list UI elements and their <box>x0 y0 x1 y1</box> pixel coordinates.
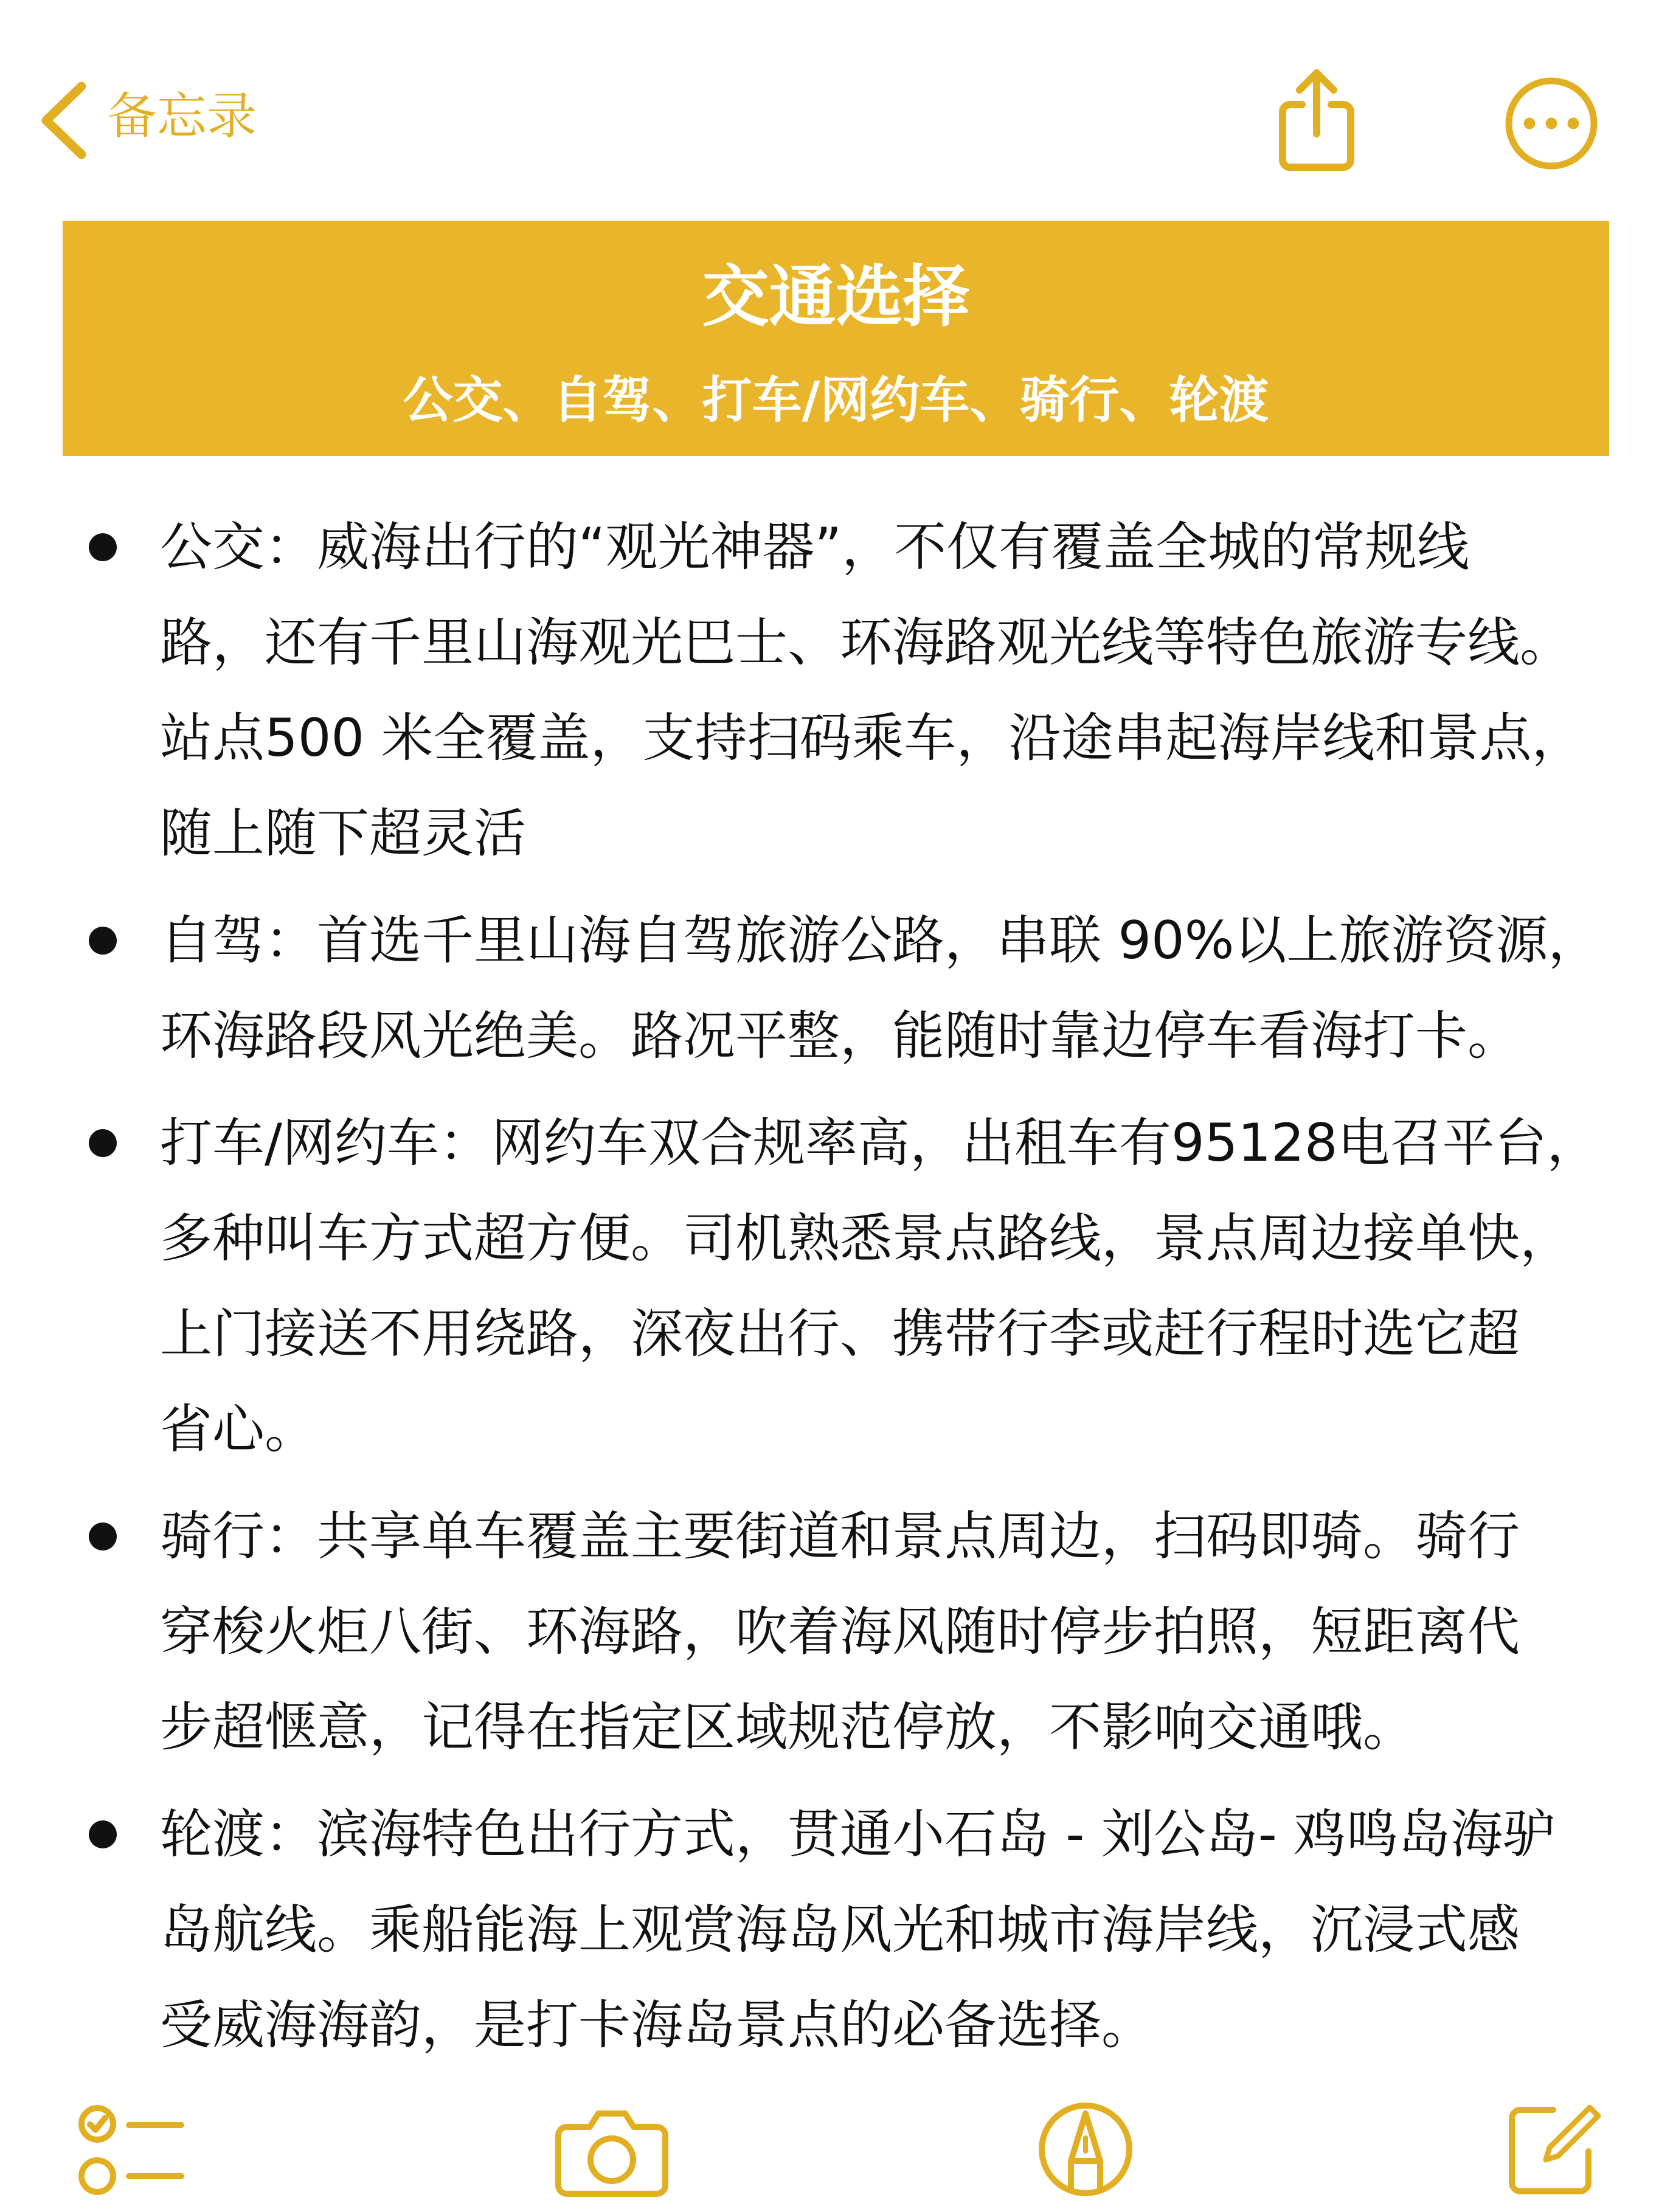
share-button[interactable] <box>1274 66 1359 172</box>
markup-icon <box>1036 2100 1135 2199</box>
back-button[interactable] <box>35 78 266 163</box>
list-item-line: 岛航线。乘船能海上观赏海岛风光和城市海岸线，沉浸式感 <box>160 1899 1520 1960</box>
markup-button[interactable] <box>1036 2100 1135 2199</box>
list-item-bus <box>0 500 1659 882</box>
bullet-dot <box>89 1129 117 1157</box>
list-item-line: 上门接送不用绕路，深夜出行、携带行李或赶行程时选它超 <box>160 1304 1520 1364</box>
list-item-line: 环海路段风光绝美。路况平整，能随时靠边停车看海打卡。 <box>160 1006 1520 1066</box>
bottom-toolbar <box>0 2092 1659 2207</box>
note-subtitle: 公交、自驾、打车/网约车、骑行、轮渡 <box>403 372 1269 429</box>
list-item-ferry <box>0 1787 1659 2073</box>
list-item-taxi <box>0 1096 1659 1478</box>
ellipsis-circle-icon <box>1505 77 1598 170</box>
camera-button[interactable] <box>553 2104 670 2198</box>
list-item-line: 轮渡：滨海特色出行方式，贯通小石岛 - 刘公岛- 鸡鸣岛海驴 <box>160 1804 1556 1865</box>
note-title: 交通选择 <box>702 258 970 336</box>
bullet-list <box>0 500 1659 2073</box>
camera-icon <box>553 2104 670 2198</box>
list-item-line: 路，还有千里山海观光巴士、环海路观光线等特色旅游专线。 <box>160 612 1572 673</box>
share-icon <box>1274 66 1359 172</box>
list-item-line: 穿梭火炬八街、环海路，吹着海风随时停步拍照，短距离代 <box>160 1602 1520 1662</box>
compose-icon <box>1505 2096 1602 2197</box>
list-item-line: 站点500 米全覆盖，支持扫码乘车，沿途串起海岸线和景点， <box>160 708 1584 769</box>
list-item-line: 公交：威海出行的“观光神器”，不仅有覆盖全城的常规线 <box>160 517 1470 578</box>
back-label: 备忘录 <box>107 88 257 145</box>
bullet-dot <box>89 1820 117 1848</box>
list-item-line: 受威海海韵，是打卡海岛景点的必备选择。 <box>160 1995 1154 2056</box>
bullet-dot <box>89 927 117 955</box>
list-item-line: 骑行：共享单车覆盖主要街道和景点周边，扫码即骑。骑行 <box>160 1506 1520 1567</box>
list-item-line: 多种叫车方式超方便。司机熟悉景点路线，景点周边接单快， <box>160 1208 1572 1269</box>
list-item-line: 随上随下超灵活 <box>160 803 526 864</box>
list-item-line: 打车/网约车：网约车双合规率高，出租车有95128电召平台， <box>160 1113 1599 1173</box>
list-item-line: 步超惬意，记得在指定区域规范停放，不影响交通哦。 <box>160 1697 1415 1758</box>
note-body[interactable] <box>0 207 1659 2086</box>
list-item-line: 自驾：首选千里山海自驾旅游公路，串联 90%以上旅游资源， <box>160 910 1601 971</box>
bullet-dot <box>89 533 117 561</box>
list-item-line: 省心。 <box>160 1399 317 1460</box>
more-button[interactable] <box>1505 77 1598 170</box>
nav-bar <box>0 0 1659 195</box>
chevron-left-icon <box>35 78 90 163</box>
checklist-button[interactable] <box>73 2098 189 2201</box>
checklist-icon <box>73 2098 189 2201</box>
title-banner <box>63 221 1609 456</box>
compose-button[interactable] <box>1505 2096 1602 2197</box>
bullet-dot <box>89 1522 117 1550</box>
list-item-cycling <box>0 1489 1659 1775</box>
list-item-self-drive <box>0 893 1659 1084</box>
